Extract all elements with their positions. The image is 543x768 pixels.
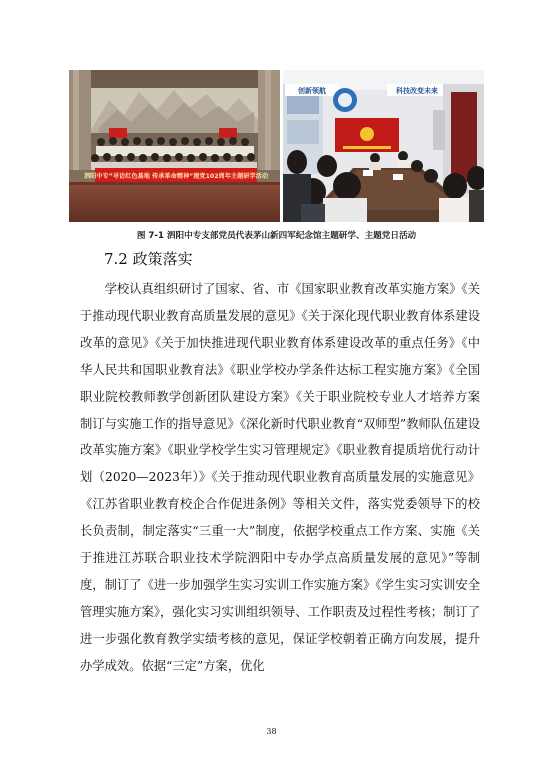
section-heading: 7.2 政策落实 bbox=[104, 250, 193, 268]
group-photo-memorial bbox=[69, 70, 280, 222]
sign-right-text: 科技改变未来 bbox=[396, 87, 438, 95]
banner-text: 泗阳中专”寻访红色基地 传承革命精神”建党102周年主题研学活动 bbox=[83, 173, 269, 180]
meeting-room-photo bbox=[283, 70, 484, 222]
group-photo-memorial-image bbox=[69, 70, 280, 222]
page-number: 38 bbox=[266, 727, 277, 736]
body-paragraph: 学校认真组织研讨了国家、省、市《国家职业教育改革实施方案》《关于推动现代职业教育高质量发展的意见》《关于深化现代职业教育体系建设改革的意见》《关于加快推进现代职业教育体系建设改革的重点任务》《中华人民共和国职业教育法》《职业学校办学条件达标工程实施方案》《全国职业院校教师教学创新团队建设方案》《关于职业院校专业人才培养方案 制订与实施工作的指导意见》《深化新时代职业教育“双师型”教师队伍建设改革实施方案》《职业学校学生实习管理规定》《职业教育提质培优行动计划（2020—2023年）》《关于推动现代职业教育高质量发展的实施意见》《江苏省职业教育校企合作促进条例》等相关文件，落实党委领导下的校长负责制，制定落实“三重一大”制度，依据学校重点工作方案、实施《关于推进江苏联合职业技术学院泗阳中专办学点高质量发展的意见》”等制度，制订了《进一步加强学生实习实训工作实施方案》《学生实习实训安全管理实施方案》，强化实习实训组织领导、工作职责及过程性考核；制订了进一步强化教育教学实绩考核的意见，保证学校朝着正确方向发展，提升办学成效。依据“三定”方案，优化 bbox=[80, 282, 480, 673]
figure-caption: 图 7-1 泗阳中专支部党员代表茅山新四军纪念馆主题研学、主题党日活动 bbox=[136, 231, 417, 241]
meeting-room-photo-image bbox=[283, 70, 484, 222]
sign-left-text: 创新领航 bbox=[298, 87, 326, 95]
